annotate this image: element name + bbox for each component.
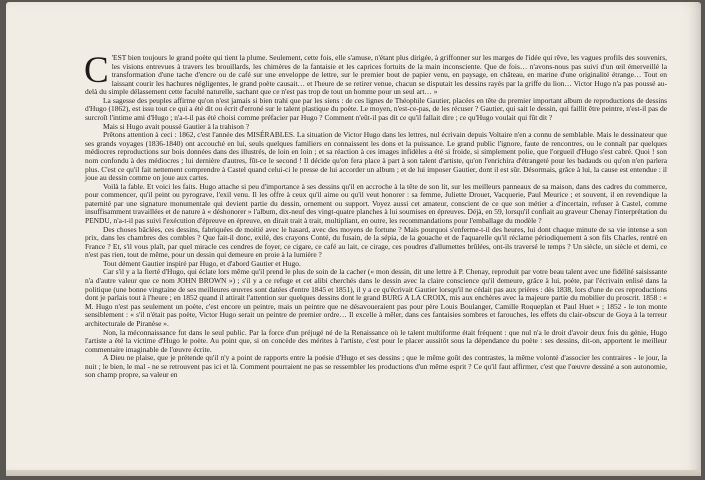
paragraph-4: Prêtons attention à ceci : 1862, c'est l'année des MISÉRABLES. La situation de Victor Hugo dans les lettres, nul écrivain depuis Voltaire n'en a connu de semblable. Mais le dessinateur que ses grands voyages (1836-1840) ont accouché en lui, seuls quelques familiers en connaissent les dons et la puissance. Le grand public l'ignore, faute de rencontres, ou le connaît par quelques médiocres reproductions sur bois données dans des illustrés, de loin en loin ; et sa réaction à ces images infidèles a été si froide, si simplement polie, que l'orgueil d'Hugo s'est cabré. Quoi ! son nom confondu à des médiocres ; lui dernière d'autres, fût-ce le second ! Il décide qu'on fera place à part à son talent d'artiste, qu'on l'enrichira d'étrangeté pour les badauds ou qu'on n'en parlera plus. C'est ce qu'il fait nettement comprendre à Castel quand celui-ci le presse de lui accorder un album ; et de lui imposer Gautier, dont il est sûr. Désormais, grâce à lui, la cause est entendue : il joue au dessin comme on joue aux cartes. [85, 130, 667, 183]
drop-cap: C [84, 50, 109, 91]
paragraph-3: Mais si Hugo avait poussé Gautier à la trahison ? [103, 121, 250, 131]
paragraph-7: Tout dément Gautier inspiré par Hugo, et d'abord Gautier et Hugo. [103, 258, 301, 268]
paragraph-9: Non, la méconnaissance fut dans le seul public. Par la force d'un préjugé né de la Renaissance où le talent multiforme était fréquent : que nul n'a le droit d'avoir deux fois du génie, Hugo l'artiste a été la victime d'Hugo le poète. Au point que, si on concède des mérites à l'artiste, c'est pour le placer aussitôt sous la dépendance du poète : ses dessins, dit-on, apportent le meilleur commentaire imaginable de l'œuvre écrite. [85, 327, 667, 354]
paragraph-2: La sagesse des peuples affirme qu'on n'est jamais si bien trahi que par les siens : de ces lignes de Théophile Gautier, placées en tête du premier important album de reproductions de dessins d'Hugo (1862), est issu tout ce qui a été dit ou écrit d'erroné sur le talent plastique du poète. Le moyen, n'est-ce-pas, de les récuser ? Gautier, qui sait le dessin, qui faillit être peintre, n'est-il pas de surcroît l'intime ami d'Hugo ; n'a-t-il pas été choisi comme préfacier par Hugo ? Comment n'eût-il pas dit ce qu'il fallait dire ; ce qu'Hugo voulait qui fût dit ? [85, 95, 667, 123]
paragraph-1 [84, 50, 667, 97]
article-body [84, 50, 667, 380]
paragraph-5: Voilà la fable. Et voici les faits. Hugo attache si peu d'importance à ses dessins qu'il en accroche à la tête de son lit, sur les meilleurs panneaux de sa maison, dans des cadres du commerce, pour commencer, qu'il peint ou pyrograve, l'exil venu. Il les offre à ceux qu'il aime ou qu'il veut honorer : sa femme, Juliette Drouet, Vacquerie, Paul Meurice ; et souvent, il en revendique la paternité par une signature monumentale qui devient partie du dessin, ornement ou support. Voyez aussi cet amateur, conscient de ce que son métier a d'incertain, refuser à Castel, comme insuffisamment travaillées et de nature à « déshonorer » l'album, dix-neuf des vingt-quatre planches à lui soumises en épreuves. Déjà, en 59, lorsqu'il confiait au graveur Chenay l'interprétation du PENDU, n'a-t-il pas suivi l'exécution d'épreuve en épreuve, en dirait trait à trait, multipliant, en outre, les recommandations pour l'emballage du modèle ? [85, 181, 667, 225]
page-edge [6, 470, 701, 476]
book-page [6, 2, 701, 476]
paragraph-6: Des choses bâclées, ces dessins, fabriquées de moitié avec le hasard, avec des moyens de fortune ? Mais pourquoi s'enferme-t-il des heures, lui dont chaque minute de sa vie intense a son prix, dans les chambres des combles ? Que fait-il donc, exilé, des crayons Conté, du fusain, de la sépia, de la gouache et de l'aquarelle qu'il réclame périodiquement à son fils Charles, rentré en France ? Et, s'il vous plaît, par quel miracle ces cendres de foyer, ce cigare, ce café au lait, ce cirage, ces poudres d'allumettes brûlées, ont-ils traversé le temps ? Un siècle, un siècle et demi, ce n'est pas rien, tout de même, pour un dessin qui demeure en proie à la lumière ? [85, 224, 667, 260]
paragraph-10: A Dieu ne plaise, que je prétende qu'il n'y a point de rapports entre la poésie d'Hugo et ses dessins ; que le même goût des contrastes, la même volonté d'associer les contraires - le jour, la nuit ; le bien, le mal - ne se retrouvent pas ici et là. Comment pourraient ne pas se ressembler les productions d'un même esprit ? Ce qu'il faut affirmer, c'est que l'œuvre dessiné a son autonomie, son champ propre, sa valeur en [85, 353, 667, 380]
paragraph-8: Car s'il y a la fierté d'Hugo, qui éclate lors même qu'il prend le plus de soin de la cacher (« mon dessin, dit une lettre à P. Chenay, reproduit par votre beau talent avec une fidélité saisissante n'a d'autre valeur que ce nom JOHN BROWN ») ; s'il y a ce refuge et cet alibi cherchés dans le dessin avec la claire conscience qu'il demeure, grâce à lui, poète, par l'écrivain enlisé dans la politique (une bonne vingtaine de ses meilleures œuvres sont datées d'entre 1845 et 1851), il y a ce qu'écrivait Gautier lorsqu'il ne cédait pas aux prières : dès 1838, lors d'une de ces reproductions dont je parlais tout à l'heure ; en 1852 quand il attirait l'attention sur quelques dessins dont le grand BURG A LA CROIX, mis aux enchères avec la majeure partie du mobilier du proscrit. 1858 : « M. Hugo n'est pas seulement un poète, c'est encore un peintre, mais un peintre que ne désavoueraient pas pour père Louis Boulanger, Camille Roqueplan et Paul Huet » ; 1852 - le ton monte sensiblement : « s'il n'était pas poète, Victor Hugo serait un peintre de premier ordre… Il excelle à mêler, dans ces fantaisies sombres et farouches, les effets du clair-obscur de Goya à la terreur architecturale de Piranèse ». [85, 267, 667, 328]
paragraph-text: 'EST bien toujours le grand poète qui tient la plume. Seulement, cette fois, elle s'amuse, n'étant plus dirigée, à griffonner sur les marges de l'idée qui rêve, les vagues profils des souvenirs, les visions entrevues à travers les brouillards, les chimères de la fantaisie et les caprices fortuits de la main inconsciente. Que de fois… n'avons-nous pas suivi d'un œil émerveillé la transformation d'une tache d'encre ou de café sur une enveloppe de lettre, sur le premier bout de papier venu, en paysage, en château, en marine d'une originalité étrange… Tout en laissant courir les hachures négligentes, le grand poète causait… et l'heure de se retirer venue, chacun se disputait les dessins rayés par la griffe du lion… Victor Hugo n'a pas poussé au-delà du simple délassement cette faculté naturelle, sachant que ce n'est pas trop de tout un homme pour un seul art… » [85, 53, 667, 97]
